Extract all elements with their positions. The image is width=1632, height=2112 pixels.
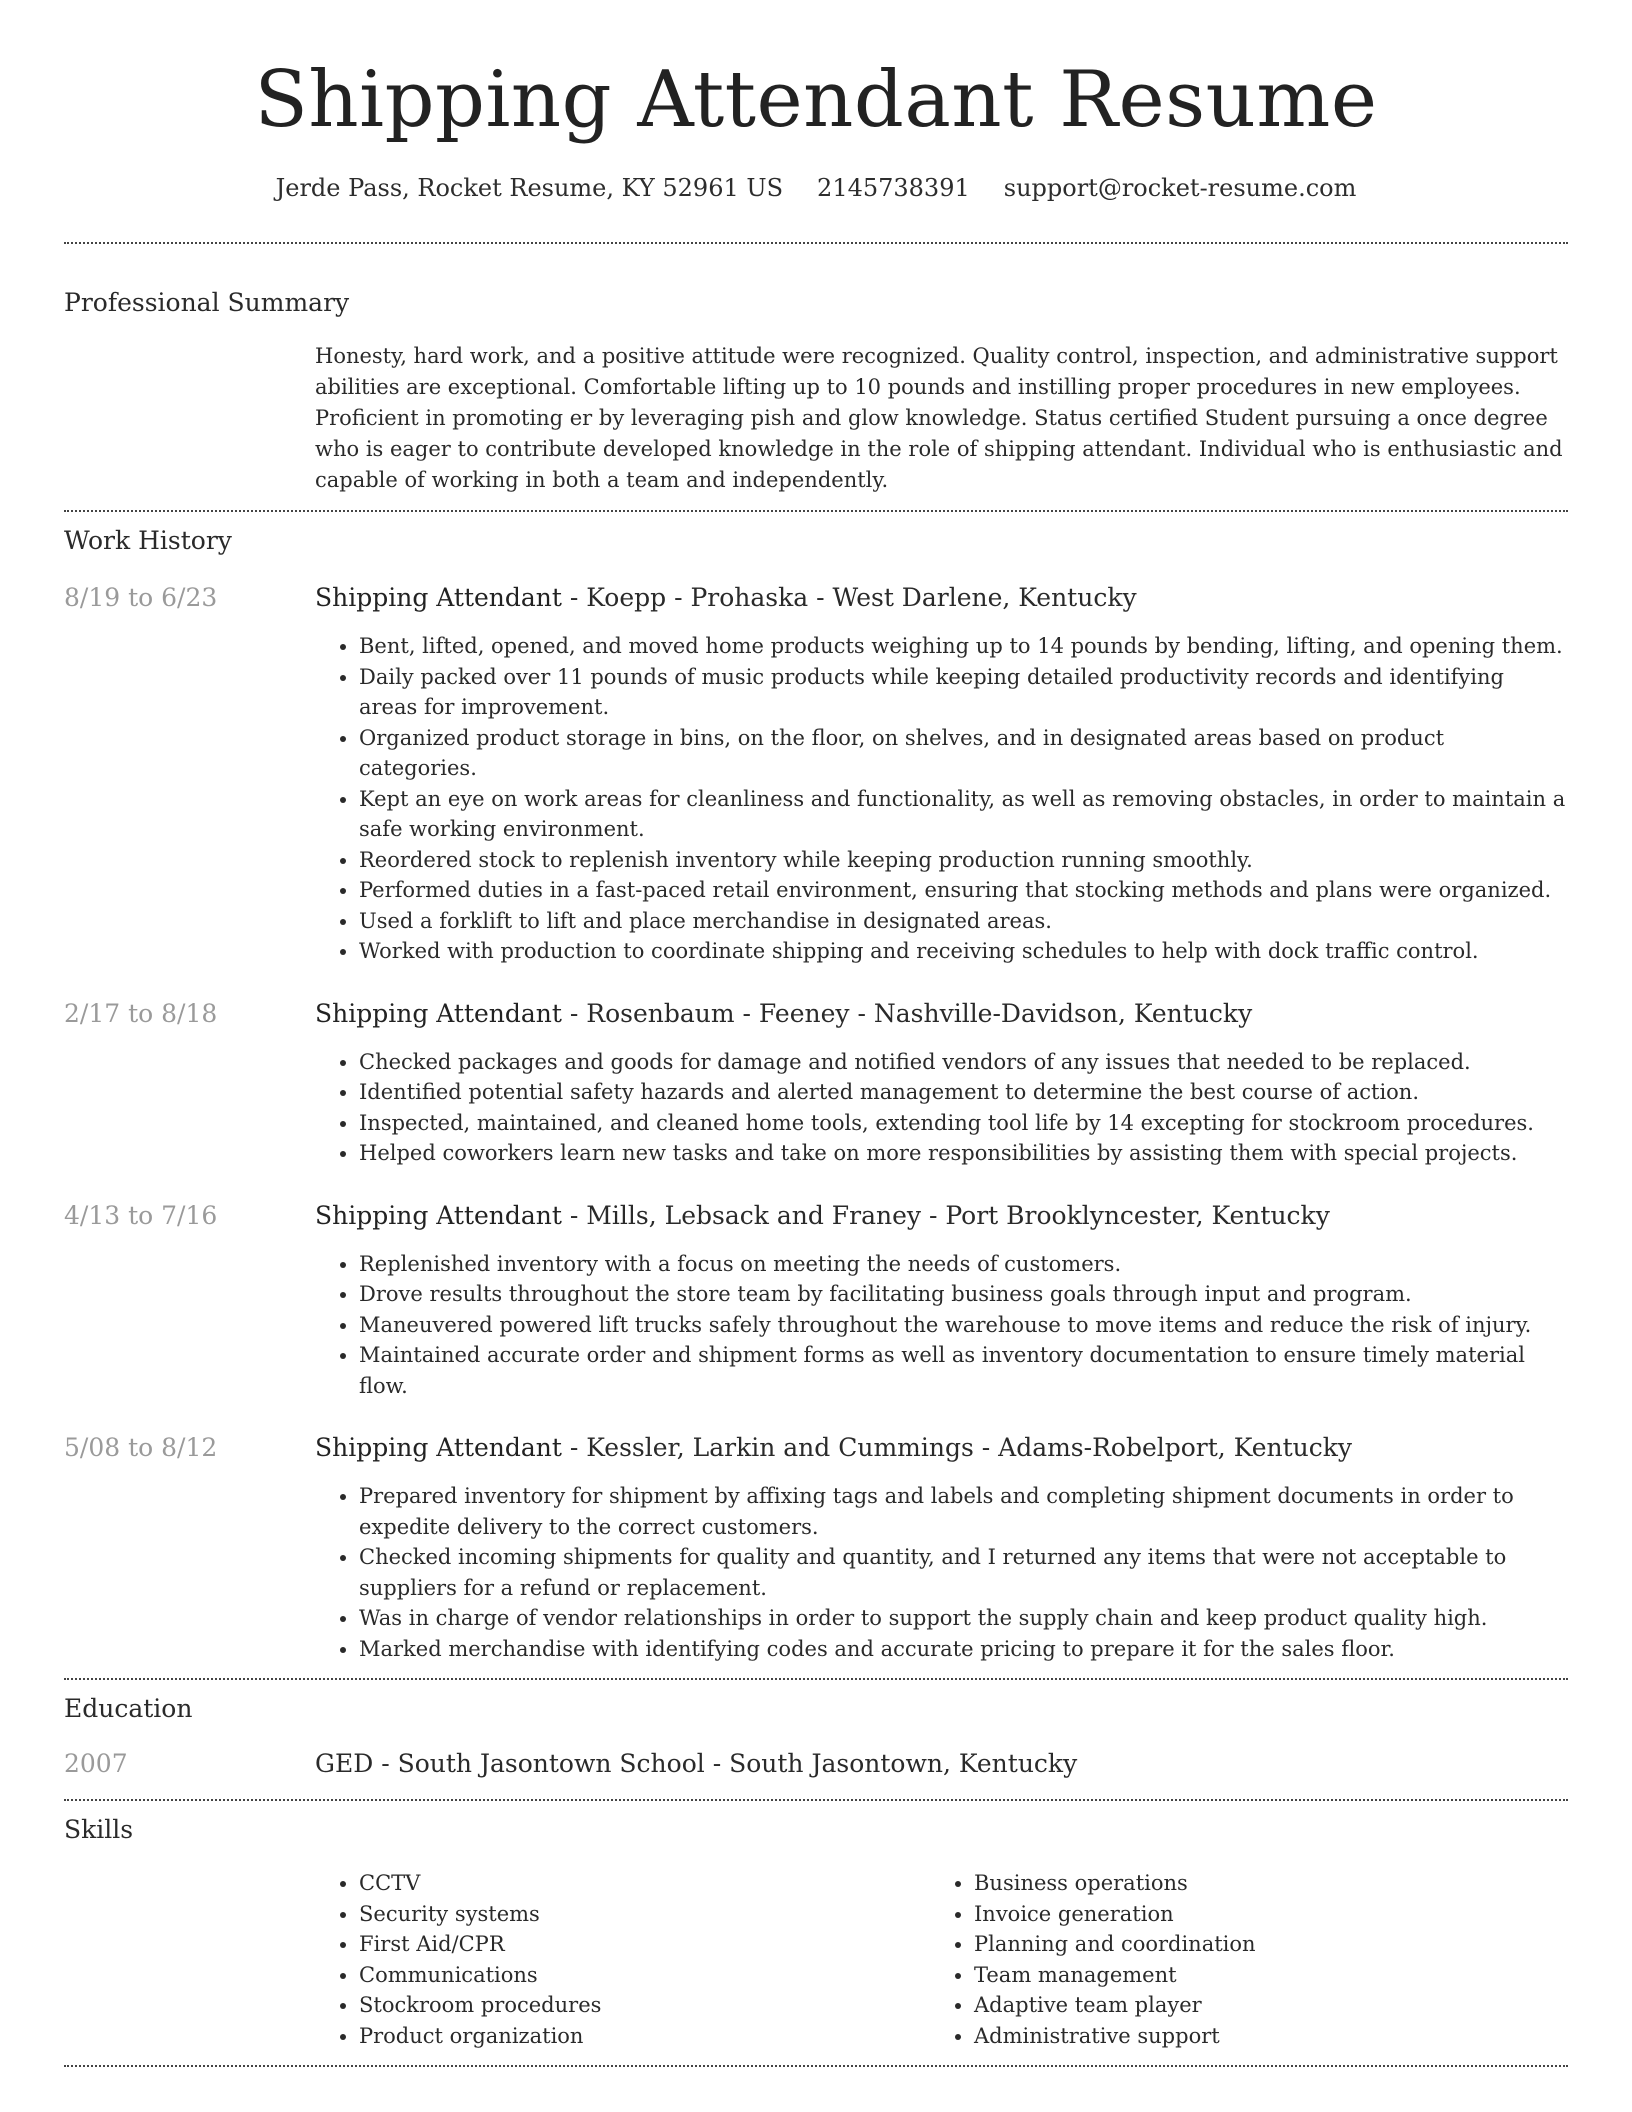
- job-bullet: • Checked packages and goods for damage and notified vendors of any issues that needed to be replaced.: [359, 1047, 1568, 1078]
- divider: [64, 242, 1568, 244]
- skill-item: • Stockroom procedures: [359, 1990, 930, 2021]
- job-dates: 8/19 to 6/23: [64, 583, 218, 612]
- job-dates: 2/17 to 8/18: [64, 998, 218, 1028]
- skills-column-right: [930, 1868, 1545, 2051]
- job-role: Shipping Attendant: [315, 1200, 562, 1230]
- job-body: [315, 581, 1568, 967]
- job-role: Shipping Attendant: [315, 998, 562, 1028]
- job-heading: [315, 1431, 1568, 1465]
- job-bullet: • Maneuvered powered lift trucks safely throughout the warehouse to move items and reduce the risk of injury.: [359, 1310, 1568, 1341]
- skill-item: • Communications: [359, 1960, 930, 1991]
- job-dates: 5/08 to 8/12: [64, 1433, 218, 1462]
- skills-grid: [315, 1868, 1568, 2065]
- job-employer-location: - Kessler, Larkin and Cummings - Adams-Robelport, Kentucky: [561, 1433, 1353, 1462]
- skill-item: • Security systems: [359, 1899, 930, 1930]
- job-bullet: • Helped coworkers learn new tasks and take on more responsibilities by assisting them with special projects.: [359, 1138, 1568, 1169]
- job-entry: [64, 997, 1568, 1169]
- skill-item: • Administrative support: [974, 2021, 1545, 2052]
- skills-column-left: [315, 1868, 930, 2051]
- job-bullet: • Kept an eye on work areas for cleanliness and functionality, as well as removing obstacles, in order to maintain a safe working environment.: [359, 784, 1568, 845]
- job-bullet: • Replenished inventory with a focus on meeting the needs of customers.: [359, 1249, 1568, 1280]
- divider: [64, 1799, 1568, 1801]
- job-heading: [315, 1199, 1568, 1233]
- divider: [64, 1678, 1568, 1680]
- job-bullet: • Reordered stock to replenish inventory while keeping production running smoothly.: [359, 845, 1568, 876]
- job-bullets: [315, 631, 1568, 967]
- education-entry: [64, 1747, 1568, 1799]
- job-bullets: [315, 1249, 1568, 1402]
- job-bullet: • Performed duties in a fast-paced retail environment, ensuring that stocking methods and plans were organized.: [359, 875, 1568, 906]
- contact-line: [64, 174, 1568, 202]
- job-bullet: • Maintained accurate order and shipment forms as well as inventory documentation to ensure timely material flow.: [359, 1340, 1568, 1401]
- summary-text: Honesty, hard work, and a positive attitude were recognized. Quality control, inspection, and administrative support abilities are exceptional. Comfortable lifting up to 10 pounds and instilling proper procedures in new employees. Proficient in promoting er by leveraging pish and glow knowledge. Status certified Student pursuing a once degree who is eager to contribute developed knowledge in the role of shipping attendant. Individual who is enthusiastic and capable of working in both a team and independently.: [315, 344, 1563, 492]
- work-history-section: [64, 526, 1568, 1678]
- job-bullet: • Organized product storage in bins, on the floor, on shelves, and in designated areas based on product categories.: [359, 723, 1568, 784]
- education-details: GED - South Jasontown School - South Jasontown, Kentucky: [315, 1749, 1078, 1778]
- job-list: [64, 581, 1568, 1664]
- job-body: [315, 1199, 1568, 1402]
- skill-item: • Planning and coordination: [974, 1929, 1545, 1960]
- job-employer-location: - Mills, Lebsack and Franey - Port Brooklyncester, Kentucky: [561, 1200, 1330, 1230]
- skill-item: • Invoice generation: [974, 1899, 1545, 1930]
- summary-section: [64, 288, 1568, 510]
- skill-item: • First Aid/CPR: [359, 1929, 930, 1960]
- job-bullet: • Used a forklift to lift and place merchandise in designated areas.: [359, 906, 1568, 937]
- skills-section: [64, 1815, 1568, 2065]
- job-entry: [64, 1199, 1568, 1402]
- job-heading: [315, 581, 1568, 615]
- job-bullets: [315, 1047, 1568, 1169]
- contact-email: support@rocket-resume.com: [1003, 174, 1357, 202]
- skill-item: • Product organization: [359, 2021, 930, 2052]
- skill-item: • CCTV: [359, 1868, 930, 1899]
- job-employer-location: - Rosenbaum - Feeney - Nashville-Davidson, Kentucky: [561, 998, 1253, 1028]
- section-title-education: Education: [64, 1694, 193, 1723]
- skill-item: • Team management: [974, 1960, 1545, 1991]
- job-bullets: [315, 1481, 1568, 1664]
- section-title-work-history: Work History: [64, 526, 232, 555]
- skill-item: • Adaptive team player: [974, 1990, 1545, 2021]
- job-heading: [315, 997, 1568, 1031]
- contact-address: Jerde Pass, Rocket Resume, KY 52961 US: [275, 174, 784, 202]
- job-bullet: • Was in charge of vendor relationships in order to support the supply chain and keep product quality high.: [359, 1603, 1568, 1634]
- divider: [64, 510, 1568, 512]
- job-bullet: • Bent, lifted, opened, and moved home products weighing up to 14 pounds by bending, lifting, and opening them.: [359, 631, 1568, 662]
- job-bullet: • Marked merchandise with identifying codes and accurate pricing to prepare it for the sales floor.: [359, 1634, 1568, 1665]
- section-title-summary: Professional Summary: [64, 288, 350, 317]
- resume-title: Shipping Attendant Resume: [254, 55, 1378, 145]
- education-section: [64, 1694, 1568, 1799]
- job-bullet: • Daily packed over 11 pounds of music products while keeping detailed productivity records and identifying areas for improvement.: [359, 662, 1568, 723]
- job-role: Shipping Attendant: [315, 1433, 562, 1462]
- job-bullet: • Worked with production to coordinate shipping and receiving schedules to help with dock traffic control.: [359, 936, 1568, 967]
- section-title-skills: Skills: [64, 1815, 134, 1844]
- divider: [64, 2065, 1568, 2067]
- contact-phone: 2145738391: [817, 174, 970, 202]
- job-employer-location: - Koepp - Prohaska - West Darlene, Kentucky: [561, 583, 1137, 612]
- job-dates: 4/13 to 7/16: [64, 1200, 218, 1230]
- job-bullet: • Inspected, maintained, and cleaned home tools, extending tool life by 14 excepting for stockroom procedures.: [359, 1108, 1568, 1139]
- job-entry: [64, 1431, 1568, 1664]
- skill-item: • Business operations: [974, 1868, 1545, 1899]
- job-bullet: • Drove results throughout the store team by facilitating business goals through input and program.: [359, 1279, 1568, 1310]
- job-body: [315, 1431, 1568, 1664]
- job-body: [315, 997, 1568, 1169]
- resume-header: [64, 0, 1568, 202]
- job-role: Shipping Attendant: [315, 583, 562, 612]
- job-bullet: • Checked incoming shipments for quality and quantity, and I returned any items that were not acceptable to suppliers for a refund or replacement.: [359, 1542, 1568, 1603]
- education-year: 2007: [64, 1749, 128, 1778]
- job-bullet: • Identified potential safety hazards and alerted management to determine the best course of action.: [359, 1077, 1568, 1108]
- job-bullet: • Prepared inventory for shipment by affixing tags and labels and completing shipment documents in order to expedite delivery to the correct customers.: [359, 1481, 1568, 1542]
- job-entry: [64, 581, 1568, 967]
